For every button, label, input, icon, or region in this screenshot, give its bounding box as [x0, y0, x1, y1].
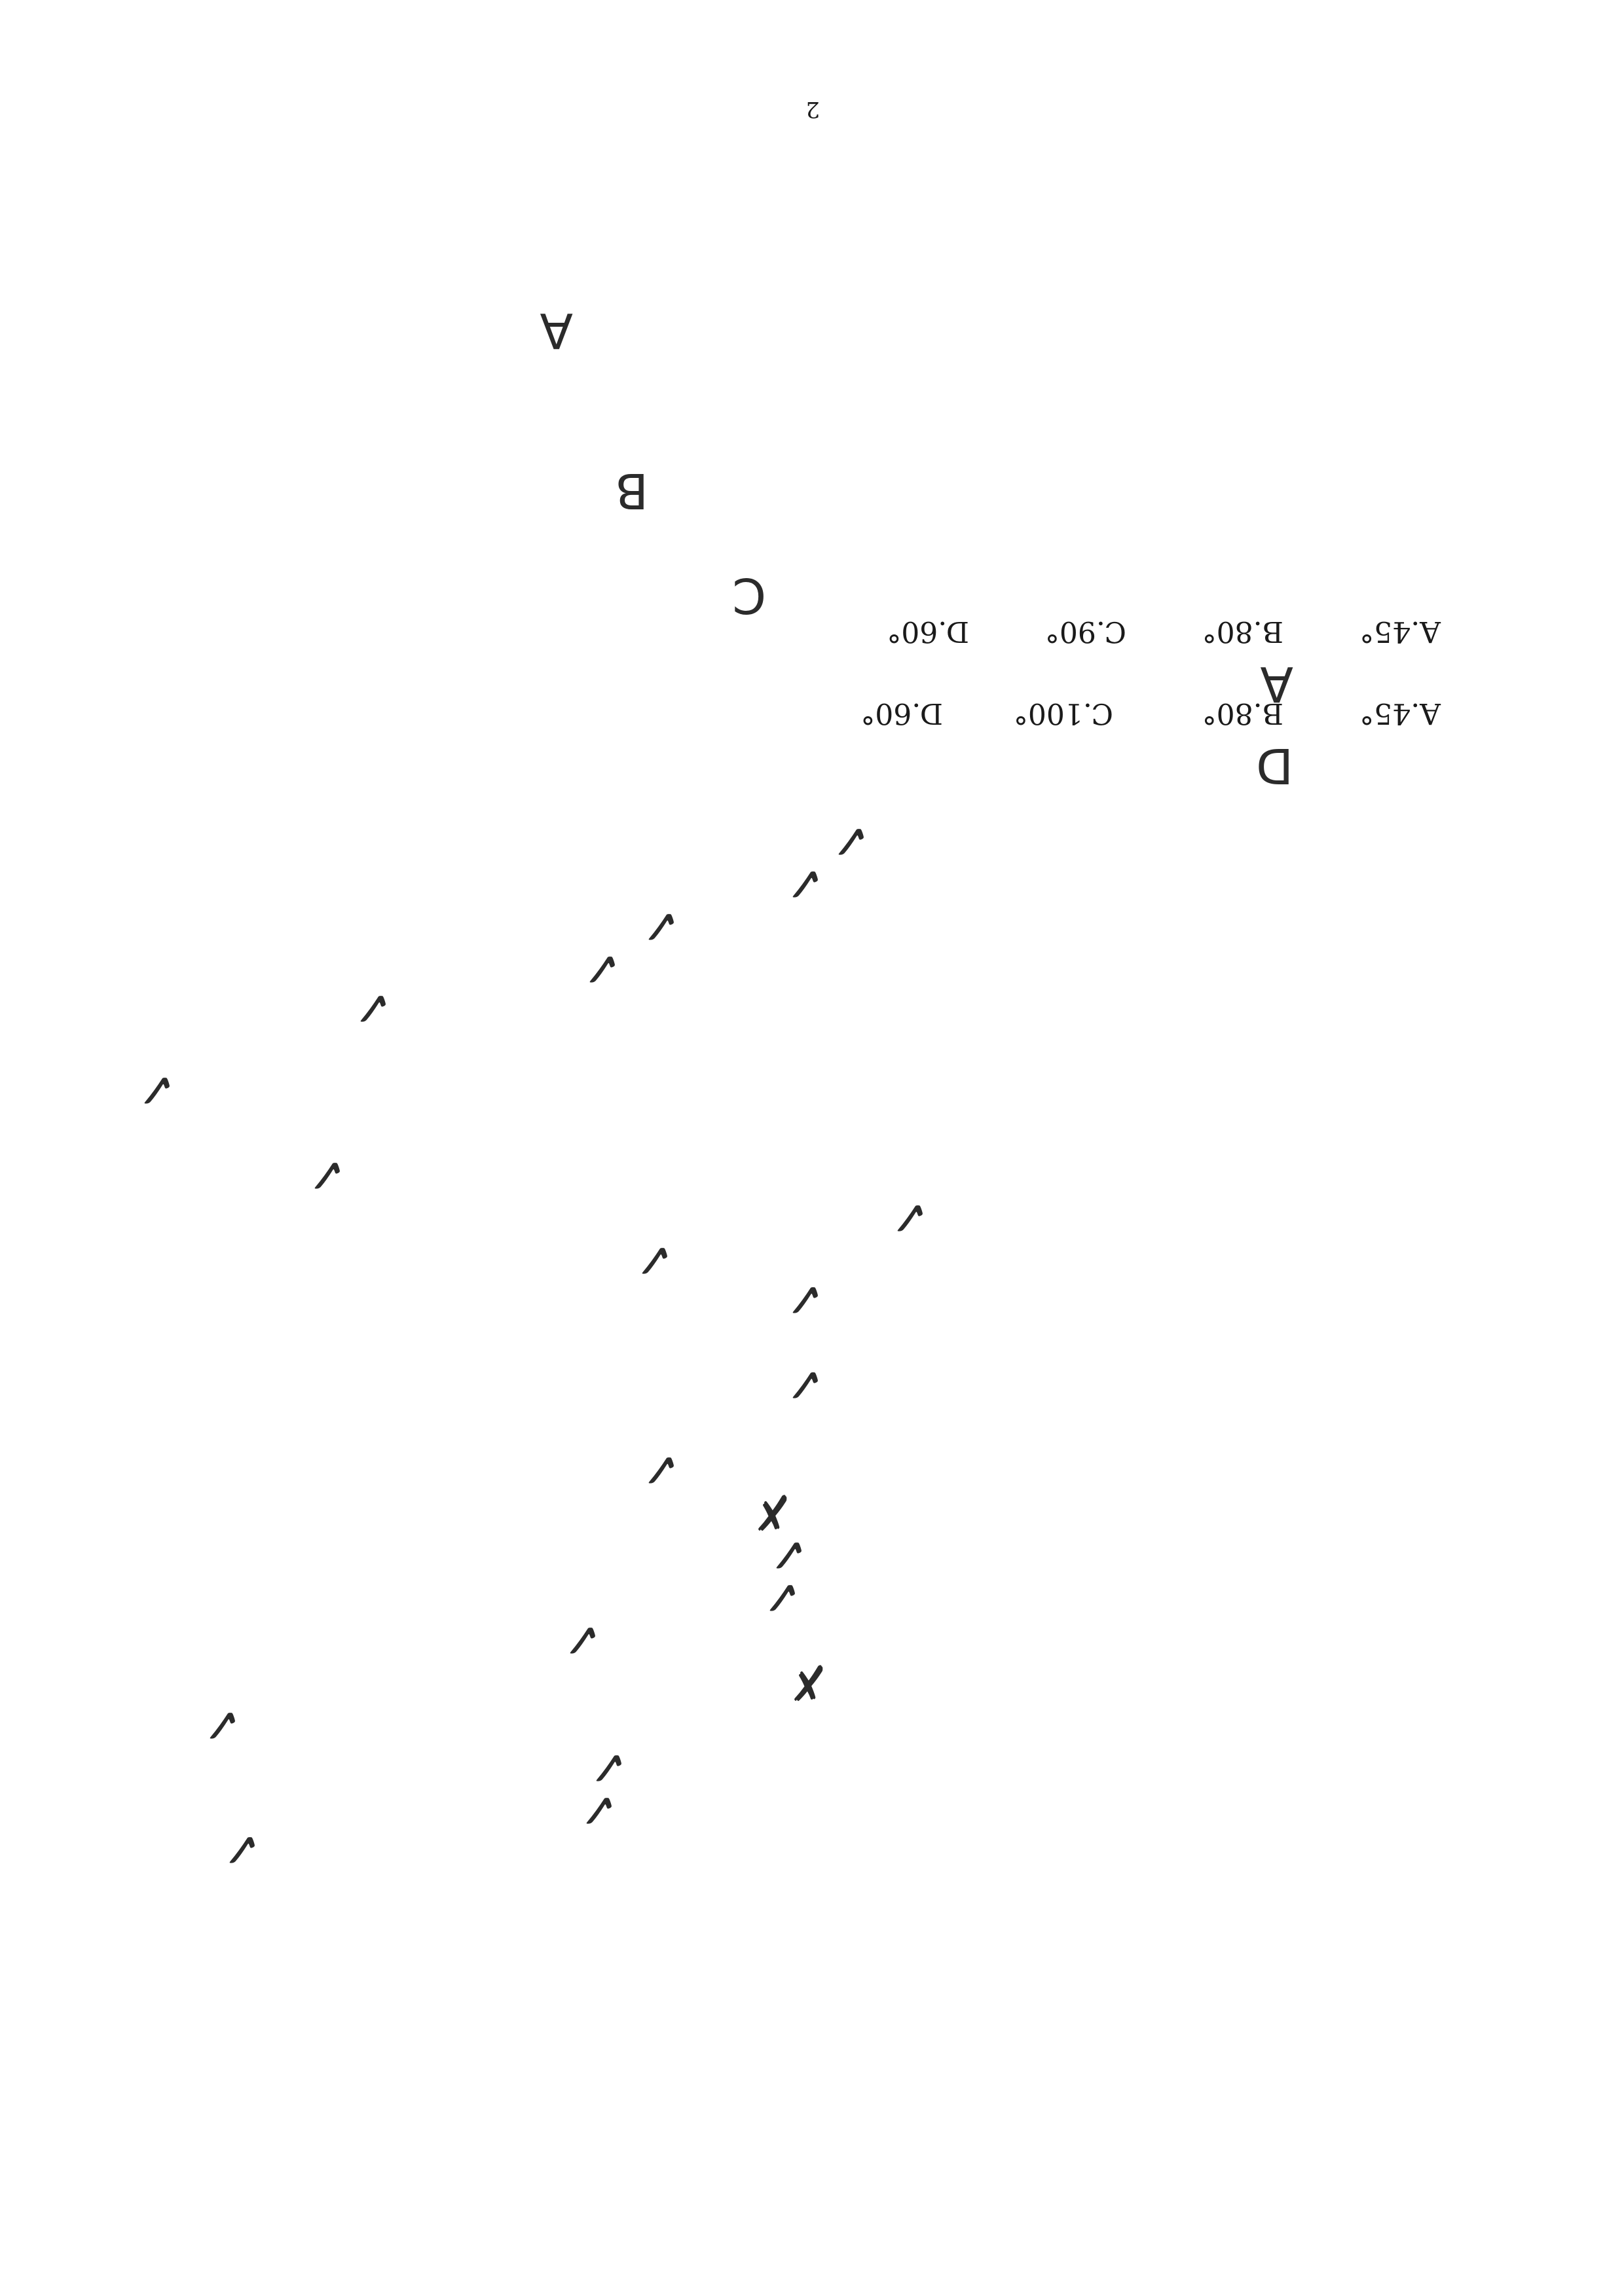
handwritten-answer-18: C [732, 567, 766, 623]
handwritten-mark: ✓ [136, 1061, 177, 1118]
question-20-option-c: C.100° [1013, 697, 1113, 730]
handwritten-mark: ✓ [761, 1569, 802, 1625]
handwritten-answer-19: A [1260, 655, 1293, 712]
handwritten-answer-17: B [615, 462, 648, 519]
handwritten-mark: ✓ [784, 855, 825, 911]
question-20-option-a: A.45° [1359, 697, 1441, 730]
handwritten-mark: ✓ [633, 1231, 674, 1288]
handwritten-mark: ✓ [221, 1821, 262, 1877]
handwritten-mark: ✓ [201, 1696, 242, 1753]
handwritten-mark: ✓ [587, 1739, 629, 1795]
page-number: 2 [805, 96, 820, 122]
question-19-option-c: C.90° [1044, 615, 1126, 648]
handwritten-mark: ✓ [578, 1781, 619, 1838]
handwritten-mark: ✓ [640, 1441, 681, 1497]
question-19-option-d: D.60° [887, 615, 969, 648]
question-19-option-b: B.80° [1202, 615, 1283, 648]
question-20-option-b: B.80° [1202, 697, 1283, 730]
handwritten-mark: ✗ [787, 1654, 828, 1710]
handwritten-mark: ✗ [751, 1484, 792, 1540]
handwritten-answer-16: A [540, 302, 573, 358]
question-20-option-d: D.60° [860, 697, 943, 730]
handwritten-mark: ✓ [784, 1356, 825, 1412]
handwritten-mark: ✓ [581, 940, 622, 996]
handwritten-mark: ✓ [561, 1611, 602, 1667]
handwritten-mark: ✓ [830, 812, 871, 869]
handwritten-mark: ✓ [889, 1189, 930, 1245]
handwritten-answer-20: D [1256, 737, 1293, 793]
question-19-option-a: A.45° [1359, 615, 1441, 648]
handwritten-mark: ✓ [306, 1146, 347, 1203]
handwritten-mark: ✓ [784, 1271, 825, 1327]
handwritten-mark: ✓ [767, 1526, 809, 1582]
handwritten-mark: ✓ [352, 979, 393, 1036]
handwritten-mark: ✓ [640, 898, 681, 954]
